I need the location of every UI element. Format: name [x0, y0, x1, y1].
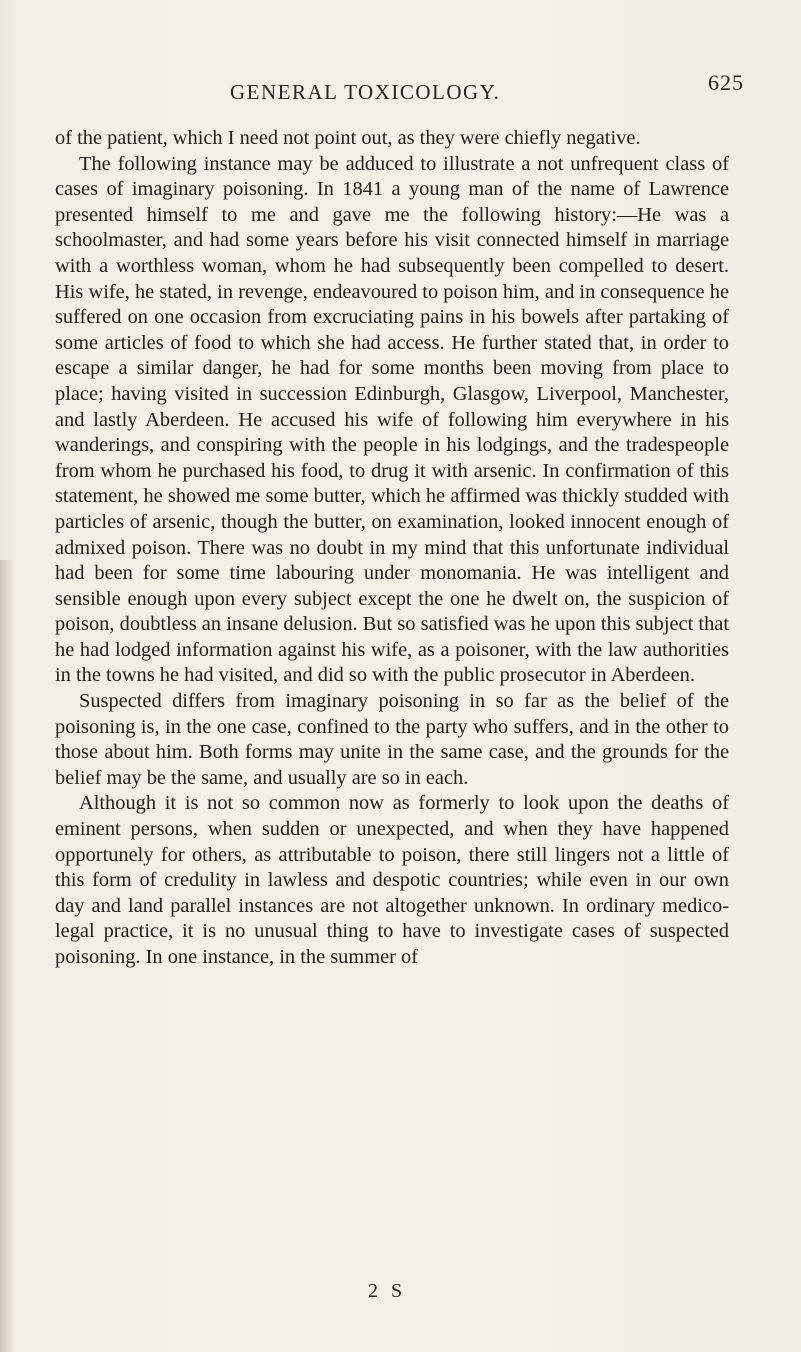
paragraph-eminent-persons: Although it is not so common now as formerly to look upon the deaths of eminent persons, when sudden or unexpected, and when they have happened opportunely for others, as attributable to poison, there still lingers not a little of this form of credulity in lawless and despotic countries; while even in our own day and land parallel instances are not altogether unknown. In ordinary medico-legal practice, it is no unusual thing to have to investigate cases of suspected poisoning. In one instance, in the summer of	[55, 792, 729, 968]
binding-shadow	[0, 560, 14, 1352]
paragraph-lawrence-case: The following instance may be adduced to illustrate a not unfrequent class of cases of imaginary poisoning. In 1841 a young man of the name of Lawrence presented himself to me and gave me the following history:—He was a schoolmaster, and had some years before his visit connected himself in marriage with a worthless woman, whom he had subsequently been compelled to desert. His wife, he stated, in revenge, endeavoured to poison him, and in consequence he suffered on one occasion from excruciating pains in his bowels after partaking of some articles of food to which she had access. He further stated that, in order to escape a similar danger, he had for some months been moving from place to place; having visited in succession Edinburgh, Glasgow, Liverpool, Manchester, and lastly Aberdeen. He accused his wife of following him everywhere in his wanderings, and conspiring with the people in his lodgings, and the tradespeople from whom he purchased his food, to drug it with arsenic. In confirmation of this statement, he showed me some butter, which he affirmed was thickly studded with particles of arsenic, though the butter, on examination, looked innocent enough of admixed poison. There was no doubt in my mind that this unfortunate individual had been for some time labouring under monomania. He was intelligent and sensible enough upon every subject except the one he dwelt on, the suspicion of poison, doubtless an insane delusion. But so satisfied was he upon this subject that he had lodged information against his wife, as a poisoner, with the law authorities in the towns he had visited, and did so with the public prosecutor in Aberdeen.	[55, 152, 729, 687]
running-head: GENERAL TOXICOLOGY.	[230, 80, 501, 104]
paragraph-continuation: of the patient, which I need not point out, as they were chiefly negative.	[55, 127, 641, 149]
signature-mark: 2 S	[368, 1280, 407, 1302]
page-header	[0, 70, 801, 110]
paragraph-suspected-poisoning: Suspected differs from imaginary poisoning in so far as the belief of the poisoning is, in the one case, confined to the party who suffers, and in the other to those about him. Both forms may unite in the same case, and the grounds for the belief may be the same, and usually are so in each.	[55, 690, 729, 789]
body-text	[55, 126, 729, 971]
page-number: 625	[708, 70, 744, 95]
